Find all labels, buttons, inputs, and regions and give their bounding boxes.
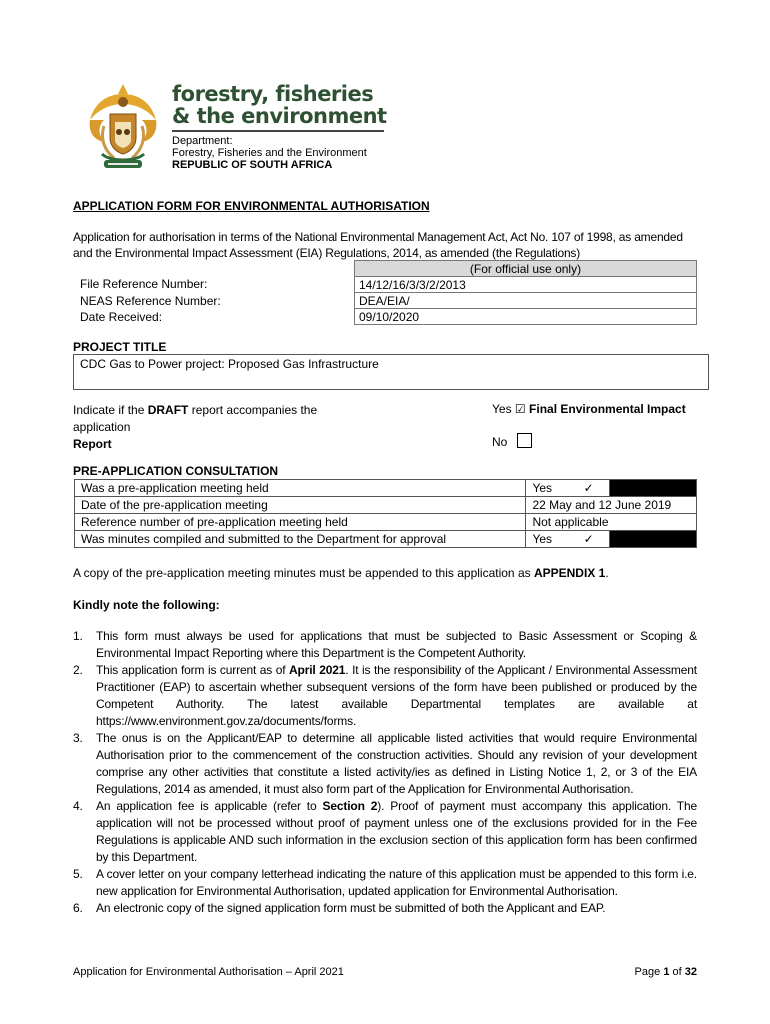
note-text: An electronic copy of the signed application form must be submitted of both the Applicant and EAP. bbox=[96, 901, 606, 915]
consultation-heading: PRE-APPLICATION CONSULTATION bbox=[73, 464, 279, 478]
consultation-table bbox=[74, 479, 697, 548]
footer-page-number bbox=[635, 966, 697, 978]
table-row bbox=[75, 531, 697, 548]
draft-q-text-2: report accompanies the application bbox=[73, 403, 318, 434]
no-checkbox[interactable] bbox=[517, 433, 532, 448]
no-label: No bbox=[492, 435, 508, 449]
draft-q-report: Report bbox=[73, 437, 112, 451]
page-title: APPLICATION FORM FOR ENVIRONMENTAL AUTHORISATION bbox=[73, 199, 430, 213]
file-reference-value: 14/12/16/3/3/2/2013 bbox=[355, 277, 697, 293]
date-received-value: 09/10/2020 bbox=[355, 309, 697, 325]
appendix-period: . bbox=[605, 566, 609, 580]
note-text: The onus is on the Applicant/EAP to determine all applicable listed activities that would require Environmental Authorisation prior to the commencement of the construction activities. Should any revision of your development comprise any other activities that constitute a listed activity/ies as defined in Listing Notice 1, 2, or 3 of the EIA Regulations, 2014 as amended, it must also form part of the Application for Environmental Authorisation. bbox=[96, 731, 697, 796]
reference-table bbox=[354, 260, 697, 325]
file-reference-label: File Reference Number: bbox=[80, 277, 208, 291]
note-text: An application fee is applicable (refer to bbox=[96, 799, 323, 813]
note-bold: Section 2 bbox=[322, 799, 378, 813]
official-use-header: (For official use only) bbox=[355, 261, 697, 277]
dept-label: Department: bbox=[172, 135, 233, 147]
appendix-note bbox=[73, 566, 609, 580]
yes-label: Yes bbox=[492, 402, 512, 416]
consult-label: Date of the pre-application meeting bbox=[75, 497, 526, 514]
neas-reference-label: NEAS Reference Number: bbox=[80, 293, 221, 308]
appendix-ref: APPENDIX 1 bbox=[533, 566, 606, 580]
check-icon: ✓ bbox=[569, 480, 610, 497]
check-icon: ✓ bbox=[569, 531, 610, 548]
coat-of-arms-emblem bbox=[84, 80, 162, 172]
draft-no-option bbox=[492, 433, 532, 449]
draft-report-question bbox=[73, 402, 373, 453]
appendix-text: A copy of the pre-application meeting minutes must be appended to this application as bbox=[73, 566, 534, 580]
list-item bbox=[73, 798, 697, 866]
note-number: 4. bbox=[73, 799, 83, 813]
table-row bbox=[75, 514, 697, 531]
reference-labels bbox=[80, 276, 221, 326]
yes-checkbox[interactable]: ☑ bbox=[514, 402, 526, 416]
notes-list bbox=[73, 628, 697, 917]
note-text-end: . It is the responsibility of the Applicant / Environmental Assessment Practitioner (EAP) to ascertain whether subsequent versions of the form have been published or produced by the Competent Authority. The latest available Departmental templates are available at https://www.environment.gov.za/documents/forms. bbox=[96, 663, 697, 728]
list-item bbox=[73, 628, 697, 662]
consult-label: Was minutes compiled and submitted to the Department for approval bbox=[75, 531, 526, 548]
note-number: 1. bbox=[73, 629, 83, 643]
consult-value: Yes bbox=[526, 531, 569, 548]
date-received-label: Date Received: bbox=[80, 310, 163, 324]
table-row bbox=[75, 480, 697, 497]
note-number: 5. bbox=[73, 867, 83, 881]
consult-value: Yes bbox=[526, 480, 569, 497]
dept-name: Forestry, Fisheries and the Environment bbox=[172, 147, 367, 159]
draft-yes-option bbox=[492, 402, 686, 416]
page-word: Page bbox=[634, 966, 661, 978]
redacted-cell bbox=[609, 480, 696, 497]
department-block bbox=[172, 135, 367, 171]
list-item bbox=[73, 900, 697, 917]
redacted-cell bbox=[609, 531, 696, 548]
draft-q-text: Indicate if the bbox=[73, 403, 148, 417]
list-item bbox=[73, 866, 697, 900]
page-current: 1 bbox=[663, 966, 670, 978]
note-number: 2. bbox=[73, 663, 83, 677]
kindly-note-heading: Kindly note the following: bbox=[73, 598, 220, 612]
note-text: This form must always be used for applications that must be subjected to Basic Assessment or Scoping & Environmental Impact Reporting where this Department is the Competent Authority. bbox=[96, 629, 697, 660]
logo-divider bbox=[172, 130, 384, 132]
dept-country: REPUBLIC OF SOUTH AFRICA bbox=[172, 159, 333, 171]
consult-label: Was a pre-application meeting held bbox=[75, 480, 526, 497]
intro-paragraph: Application for authorisation in terms of the National Environmental Management Act, Act No. 107 of 1998, as amended and the Environmental Impact Assessment (EIA) Regulations, 2014, as amended (the Regulations) bbox=[73, 230, 683, 260]
list-item bbox=[73, 730, 697, 798]
note-text-end: ). Proof of payment must accompany this application. The application will not be processed without proof of payment unless one of the exclusions provided for in the Fee Regulations is applicable AND such information in the exclusion section of this application form has been confirmed by this Department. bbox=[96, 799, 698, 864]
yes-report-type: Final Environmental Impact bbox=[529, 402, 686, 416]
list-item bbox=[73, 662, 697, 730]
table-row bbox=[75, 497, 697, 514]
note-number: 3. bbox=[73, 731, 83, 745]
project-title-field: CDC Gas to Power project: Proposed Gas Infrastructure bbox=[73, 354, 709, 390]
consult-value: 22 May and 12 June 2019 bbox=[526, 497, 697, 514]
logo-text-line-2: & the environment bbox=[172, 104, 387, 128]
page-total: 32 bbox=[684, 966, 697, 978]
consult-label: Reference number of pre-application meeting held bbox=[75, 514, 526, 531]
draft-q-bold: DRAFT bbox=[147, 403, 189, 417]
note-text: A cover letter on your company letterhead indicating the nature of this application must be appended to this form i.e. new application for Environmental Authorisation, updated application for Environmental Authorisation. bbox=[96, 867, 697, 898]
note-number: 6. bbox=[73, 901, 83, 915]
logo-text-line-1: forestry, fisheries bbox=[172, 82, 374, 106]
consult-value: Not applicable bbox=[526, 514, 697, 531]
footer-doc-title: Application for Environmental Authorisation – April 2021 bbox=[73, 966, 344, 978]
note-bold: April 2021 bbox=[289, 663, 346, 677]
of-word: of bbox=[672, 966, 682, 978]
note-text: This application form is current as of bbox=[96, 663, 290, 677]
neas-reference-value: DEA/EIA/ bbox=[355, 293, 697, 309]
project-title-heading: PROJECT TITLE bbox=[73, 340, 167, 354]
